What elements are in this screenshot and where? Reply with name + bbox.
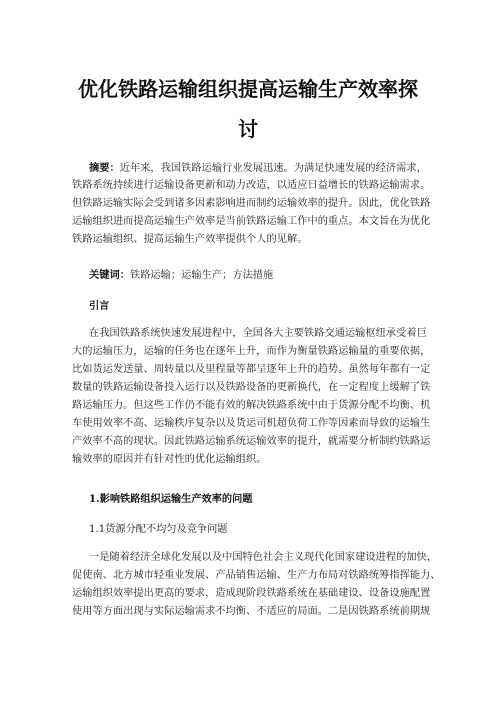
intro-line-8: 输效率的原因并有针对性的优化运输组织。 (72, 454, 267, 465)
section1-heading: 1.影响铁路组织运输生产效率的问题 (89, 493, 253, 505)
section1-line-4: 使用等方面出现与实际运输需求不均衡、不适应的局面。二是因铁路系统前期规 (72, 606, 431, 617)
keywords-line (89, 268, 273, 283)
intro-heading: 引言 (89, 300, 110, 312)
section1-line-1: 一是随着经济全球化发展以及中国特色社会主义现代化国家建设进程的加快， (89, 552, 438, 563)
abstract-line-4: 运输组织进而提高运输生产效率是当前铁路运输工作中的重点。本文旨在为优化 (72, 216, 431, 227)
intro-line-4: 数量的铁路运输设备投入运行以及铁路设备的更新换代，在一定程度上缓解了铁 (72, 382, 431, 393)
abstract-line-1 (89, 161, 427, 176)
abstract-line-3: 但铁路运输实际会受到诸多因素影响进而制约运输效率的提升。因此，优化铁路 (72, 198, 431, 209)
intro-line-3: 比如货运发送量、周转量以及里程量等都呈逐年上升的趋势。虽然每年都有一定 (72, 364, 431, 375)
section1-line-3: 运输组织效率提出更高的要求，造成现阶段铁路系统在基础建设、设备设施配置 (72, 588, 431, 599)
intro-line-7: 产效率不高的现状。因此铁路运输系统运输效率的提升，就需要分析制约铁路运 (72, 436, 431, 447)
intro-line-1: 在我国铁路系统快速发展进程中，全国各大主要铁路交通运输枢纽承受着巨 (89, 328, 427, 339)
document-title-line1: 优化铁路运输组织提高运输生产效率探 (78, 77, 418, 101)
intro-line-2: 大的运输压力，运输的任务也在逐年上升，而作为衡量铁路运输量的重要依据， (72, 346, 431, 357)
document-title-line2: 讨 (238, 117, 258, 141)
abstract-line-2: 铁路系统持续进行运输设备更新和动力改造，以适应日益增长的铁路运输需求。 (72, 180, 431, 191)
section1-subheading: 1.1货源分配不均匀及竞争问题 (89, 524, 228, 535)
keywords-label: 关键词： (89, 269, 130, 281)
intro-line-6: 车使用效率不高、运输秩序复杂以及货运司机超负荷工作等因素而导致的运输生 (72, 418, 431, 429)
abstract-label: 摘要： (89, 162, 120, 174)
abstract-line-5: 铁路运输组织、提高运输生产效率提供个人的见解。 (72, 234, 308, 245)
keywords-text: 铁路运输；运输生产；方法措施 (129, 270, 274, 281)
section1-line-2: 促使南、北方城市轻重业发展、产品销售运输、生产力布局对铁路统筹指挥能力、 (72, 570, 441, 581)
intro-line-5: 路运输压力。但这些工作仍不能有效的解决铁路系统中由于货源分配不均衡、机 (72, 400, 431, 411)
abstract-text: 近年来，我国铁路运输行业发展迅速。为满足快速发展的经济需求， (119, 163, 427, 174)
